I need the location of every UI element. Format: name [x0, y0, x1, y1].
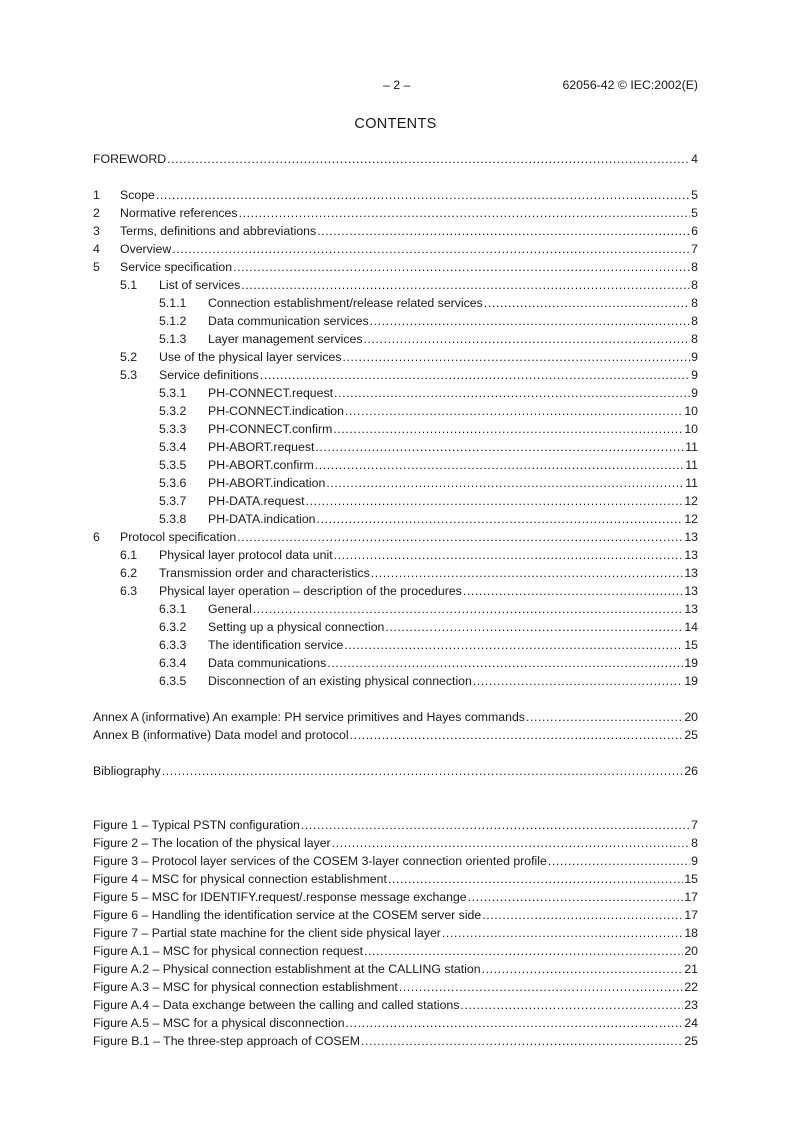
toc-entry-page: 14 [684, 620, 698, 634]
dot-leader [346, 1014, 684, 1032]
dot-leader [460, 996, 683, 1014]
toc-entry-page: 9 [691, 350, 698, 364]
toc-entry-page: 12 [684, 512, 698, 526]
dot-leader [370, 312, 691, 330]
toc-entry-title: Figure 4 – MSC for physical connection establishment [93, 872, 387, 886]
toc-entry[interactable] [93, 672, 698, 690]
toc-entry-page: 15 [684, 872, 698, 886]
toc-entry-title: Data communication services [208, 314, 369, 328]
toc-entry-title: Figure A.1 – MSC for physical connection request [93, 944, 363, 958]
toc-entry-title: Connection establishment/release related services [208, 296, 483, 310]
toc-entry[interactable] [93, 420, 698, 438]
toc-entry-number: 5 [93, 260, 100, 274]
toc-entry-number: 5.1.3 [159, 332, 187, 346]
toc-entry-title: Figure 3 – Protocol layer services of the COSEM 3-layer connection oriented profile [93, 854, 547, 868]
toc-entry[interactable] [93, 654, 698, 672]
toc-entry-page: 15 [684, 638, 698, 652]
toc-entry-title: Figure 2 – The location of the physical layer [93, 836, 331, 850]
toc-entry-number: 5.3.1 [159, 386, 187, 400]
toc-entry-title: PH-ABORT.confirm [208, 458, 314, 472]
toc-entry-title: Protocol specification [120, 530, 237, 544]
toc-entry-title: Bibliography [93, 764, 161, 778]
toc-entry-number: 1 [93, 188, 100, 202]
dot-leader [167, 150, 690, 168]
dot-leader [253, 600, 684, 618]
toc-entry-title: Use of the physical layer services [159, 350, 342, 364]
toc-entry[interactable] [93, 150, 698, 168]
toc-entry-number: 5.3.3 [159, 422, 187, 436]
toc-entry[interactable] [93, 564, 698, 582]
dot-leader [327, 654, 683, 672]
toc-entry[interactable] [93, 510, 698, 528]
toc-entry-page: 17 [684, 890, 698, 904]
toc-entry[interactable] [93, 474, 698, 492]
dot-leader [371, 564, 684, 582]
dot-leader [463, 582, 684, 600]
toc-entry[interactable] [93, 636, 698, 654]
toc-entry[interactable] [93, 204, 698, 222]
toc-entry-page: 19 [684, 674, 698, 688]
toc-entry[interactable] [93, 852, 698, 870]
toc-entry-page: 20 [684, 710, 698, 724]
dot-leader [388, 870, 683, 888]
toc-entry-title: Figure A.4 – Data exchange between the calling and called stations [93, 998, 460, 1012]
toc-entry-number: 5.1 [120, 278, 138, 292]
toc-entry-title: Physical layer protocol data unit [159, 548, 333, 562]
toc-entry-title: Figure 5 – MSC for IDENTIFY.request/.response message exchange [93, 890, 467, 904]
toc-entry[interactable] [93, 186, 698, 204]
dot-leader [334, 384, 690, 402]
dot-leader [484, 294, 690, 312]
toc-entry[interactable] [93, 582, 698, 600]
toc-entry-page: 8 [691, 278, 698, 292]
dot-leader [239, 204, 691, 222]
toc-entry-title: Data communications [208, 656, 327, 670]
toc-entry-page: 5 [691, 206, 698, 220]
toc-entry-number: 5.3.6 [159, 476, 187, 490]
toc-entry-title: Figure 6 – Handling the identification service at the COSEM server side [93, 908, 482, 922]
dot-leader [364, 942, 683, 960]
toc-entry-page: 20 [684, 944, 698, 958]
page-header [93, 78, 698, 96]
toc-entry-number: 5.1.2 [159, 314, 187, 328]
toc-entry-number: 5.3.8 [159, 512, 187, 526]
toc-entry[interactable] [93, 546, 698, 564]
dot-leader [399, 978, 683, 996]
toc-entry[interactable] [93, 366, 698, 384]
toc-entry-page: 21 [684, 962, 698, 976]
dot-leader [526, 708, 683, 726]
toc-entry-number: 6.2 [120, 566, 138, 580]
toc-entry-title: FOREWORD [93, 152, 167, 166]
dot-leader [315, 456, 685, 474]
toc-entry[interactable] [93, 996, 698, 1014]
toc-entry[interactable] [93, 492, 698, 510]
toc-entry-title: PH-CONNECT.indication [208, 404, 344, 418]
toc-entry-number: 5.3.4 [159, 440, 187, 454]
dot-leader [363, 330, 690, 348]
toc-entry-page: 17 [684, 908, 698, 922]
toc-entry-page: 4 [691, 152, 698, 166]
toc-entry-number: 2 [93, 206, 100, 220]
toc-entry-number: 5.3.5 [159, 458, 187, 472]
toc-entry-page: 7 [691, 242, 698, 256]
toc-entry-title: PH-DATA.indication [208, 512, 316, 526]
toc-entry[interactable] [93, 726, 698, 744]
dot-leader [342, 348, 690, 366]
toc-entry[interactable] [93, 924, 698, 942]
toc-entry-number: 5.1.1 [159, 296, 187, 310]
dot-leader [482, 960, 684, 978]
toc-entry-title: Physical layer operation – description of the procedures [159, 584, 462, 598]
dot-leader [442, 924, 683, 942]
dot-leader [237, 528, 683, 546]
toc-entry-title: Figure 7 – Partial state machine for the client side physical layer [93, 926, 441, 940]
dot-leader [156, 186, 690, 204]
page-title: CONTENTS [354, 116, 437, 132]
toc-entry-title: Transmission order and characteristics [159, 566, 370, 580]
toc-entry-page: 13 [684, 566, 698, 580]
toc-entry-number: 4 [93, 242, 100, 256]
toc-entry-page: 13 [684, 584, 698, 598]
dot-leader [241, 276, 690, 294]
toc-entry-number: 6 [93, 530, 100, 544]
toc-entry-number: 6.3.4 [159, 656, 187, 670]
toc-entry[interactable] [93, 816, 698, 834]
toc-entry-title: PH-CONNECT.request [208, 386, 334, 400]
dot-leader [482, 906, 683, 924]
toc-entry-title: PH-DATA.request [208, 494, 305, 508]
toc-entry-page: 26 [684, 764, 698, 778]
toc-entry[interactable] [93, 1014, 698, 1032]
toc-entry-page: 23 [684, 998, 698, 1012]
toc-entry-number: 3 [93, 224, 100, 238]
toc-entry-title: Scope [120, 188, 155, 202]
dot-leader [306, 492, 684, 510]
dot-leader [344, 636, 683, 654]
dot-leader [385, 618, 683, 636]
dot-leader [162, 762, 684, 780]
toc-entry[interactable] [93, 312, 698, 330]
toc-entry-page: 25 [684, 1034, 698, 1048]
toc-entry[interactable] [93, 1032, 698, 1050]
toc-entry[interactable] [93, 888, 698, 906]
toc-entry-title: PH-ABORT.indication [208, 476, 326, 490]
toc-entry-page: 8 [691, 260, 698, 274]
toc-entry[interactable] [93, 330, 698, 348]
toc-entry[interactable] [93, 834, 698, 852]
toc-entry-number: 5.3 [120, 368, 138, 382]
toc-entry-page: 10 [684, 404, 698, 418]
dot-leader [332, 834, 691, 852]
dot-leader [350, 726, 684, 744]
toc-entry[interactable] [93, 456, 698, 474]
toc-entry-page: 9 [691, 368, 698, 382]
toc-entry-page: 13 [684, 548, 698, 562]
toc-entry[interactable] [93, 978, 698, 996]
toc-entry-number: 5.3.7 [159, 494, 187, 508]
toc-entry[interactable] [93, 258, 698, 276]
toc-entry-page: 25 [684, 728, 698, 742]
toc-entry-title: Annex A (informative) An example: PH service primitives and Hayes commands [93, 710, 525, 724]
toc-entry-page: 8 [691, 314, 698, 328]
dot-leader [172, 240, 690, 258]
toc-entry-title: PH-CONNECT.confirm [208, 422, 333, 436]
toc-entry-page: 22 [684, 980, 698, 994]
toc-entry-page: 8 [691, 332, 698, 346]
toc-entry[interactable] [93, 402, 698, 420]
toc-entry-title: Figure B.1 – The three-step approach of COSEM [93, 1034, 361, 1048]
toc-entry-title: PH-ABORT.request [208, 440, 315, 454]
toc-entry-title: Overview [120, 242, 172, 256]
toc-entry-page: 19 [684, 656, 698, 670]
toc-entry-title: The identification service [208, 638, 344, 652]
toc-entry[interactable] [93, 762, 698, 780]
toc-entry-page: 13 [684, 530, 698, 544]
dot-leader [317, 222, 690, 240]
toc-entry-number: 6.3.3 [159, 638, 187, 652]
toc-entry[interactable] [93, 240, 698, 258]
toc-entry[interactable] [93, 870, 698, 888]
toc-entry-title: Setting up a physical connection [208, 620, 385, 634]
toc-entry-title: Service specification [120, 260, 233, 274]
toc-entry-page: 8 [691, 836, 698, 850]
dot-leader [473, 672, 683, 690]
toc-entry-number: 6.3.1 [159, 602, 187, 616]
toc-entry[interactable] [93, 708, 698, 726]
toc-entry[interactable] [93, 384, 698, 402]
toc-entry-title: General [208, 602, 252, 616]
toc-entry-number: 6.1 [120, 548, 138, 562]
toc-entry-title: Terms, definitions and abbreviations [120, 224, 317, 238]
toc-entry-page: 9 [691, 386, 698, 400]
toc-entry-number: 6.3.2 [159, 620, 187, 634]
toc-entry-title: Annex B (informative) Data model and protocol [93, 728, 349, 742]
dot-leader [317, 510, 684, 528]
toc-entry-page: 6 [691, 224, 698, 238]
toc-entry[interactable] [93, 348, 698, 366]
toc-entry-number: 5.3.2 [159, 404, 187, 418]
toc-entry-page: 8 [691, 296, 698, 310]
page-number: – 2 – [383, 78, 411, 92]
toc-entry-title: List of services [159, 278, 241, 292]
toc-entry-page: 12 [684, 494, 698, 508]
toc-entry-title: Figure A.2 – Physical connection establishment at the CALLING station [93, 962, 481, 976]
dot-leader [315, 438, 684, 456]
toc-entry-page: 11 [685, 476, 698, 490]
toc-entry-page: 9 [691, 854, 698, 868]
toc-entry-page: 24 [684, 1016, 698, 1030]
toc-entry-title: Disconnection of an existing physical connection [208, 674, 472, 688]
toc-entry[interactable] [93, 942, 698, 960]
toc-entry[interactable] [93, 528, 698, 546]
dot-leader [233, 258, 690, 276]
dot-leader [301, 816, 690, 834]
toc-entry-title: Figure 1 – Typical PSTN configuration [93, 818, 300, 832]
document-id: 62056-42 © IEC:2002(E) [562, 78, 698, 92]
toc-entry-page: 13 [684, 602, 698, 616]
toc-entry[interactable] [93, 222, 698, 240]
toc-entry-page: 7 [691, 818, 698, 832]
dot-leader [326, 474, 684, 492]
toc-entry[interactable] [93, 438, 698, 456]
toc-entry-title: Figure A.3 – MSC for physical connection establishment [93, 980, 398, 994]
toc-entry-page: 18 [684, 926, 698, 940]
toc-entry[interactable] [93, 276, 698, 294]
dot-leader [334, 546, 684, 564]
toc-entry[interactable] [93, 618, 698, 636]
toc-entry[interactable] [93, 906, 698, 924]
toc-entry-title: Layer management services [208, 332, 363, 346]
toc-entry-page: 11 [685, 458, 698, 472]
toc-entry-page: 10 [684, 422, 698, 436]
toc-entry-number: 5.2 [120, 350, 138, 364]
toc-entry-title: Service definitions [159, 368, 259, 382]
toc-entry[interactable] [93, 600, 698, 618]
dot-leader [361, 1032, 683, 1050]
toc-entry[interactable] [93, 294, 698, 312]
toc-entry-page: 5 [691, 188, 698, 202]
toc-entry-number: 6.3.5 [159, 674, 187, 688]
dot-leader [548, 852, 690, 870]
toc-entry[interactable] [93, 960, 698, 978]
toc-entry-title: Normative references [120, 206, 238, 220]
dot-leader [333, 420, 683, 438]
dot-leader [345, 402, 683, 420]
toc-entry-number: 6.3 [120, 584, 138, 598]
toc-entry-page: 11 [685, 440, 698, 454]
dot-leader [468, 888, 684, 906]
toc-entry-title: Figure A.5 – MSC for a physical disconnection [93, 1016, 345, 1030]
dot-leader [260, 366, 690, 384]
